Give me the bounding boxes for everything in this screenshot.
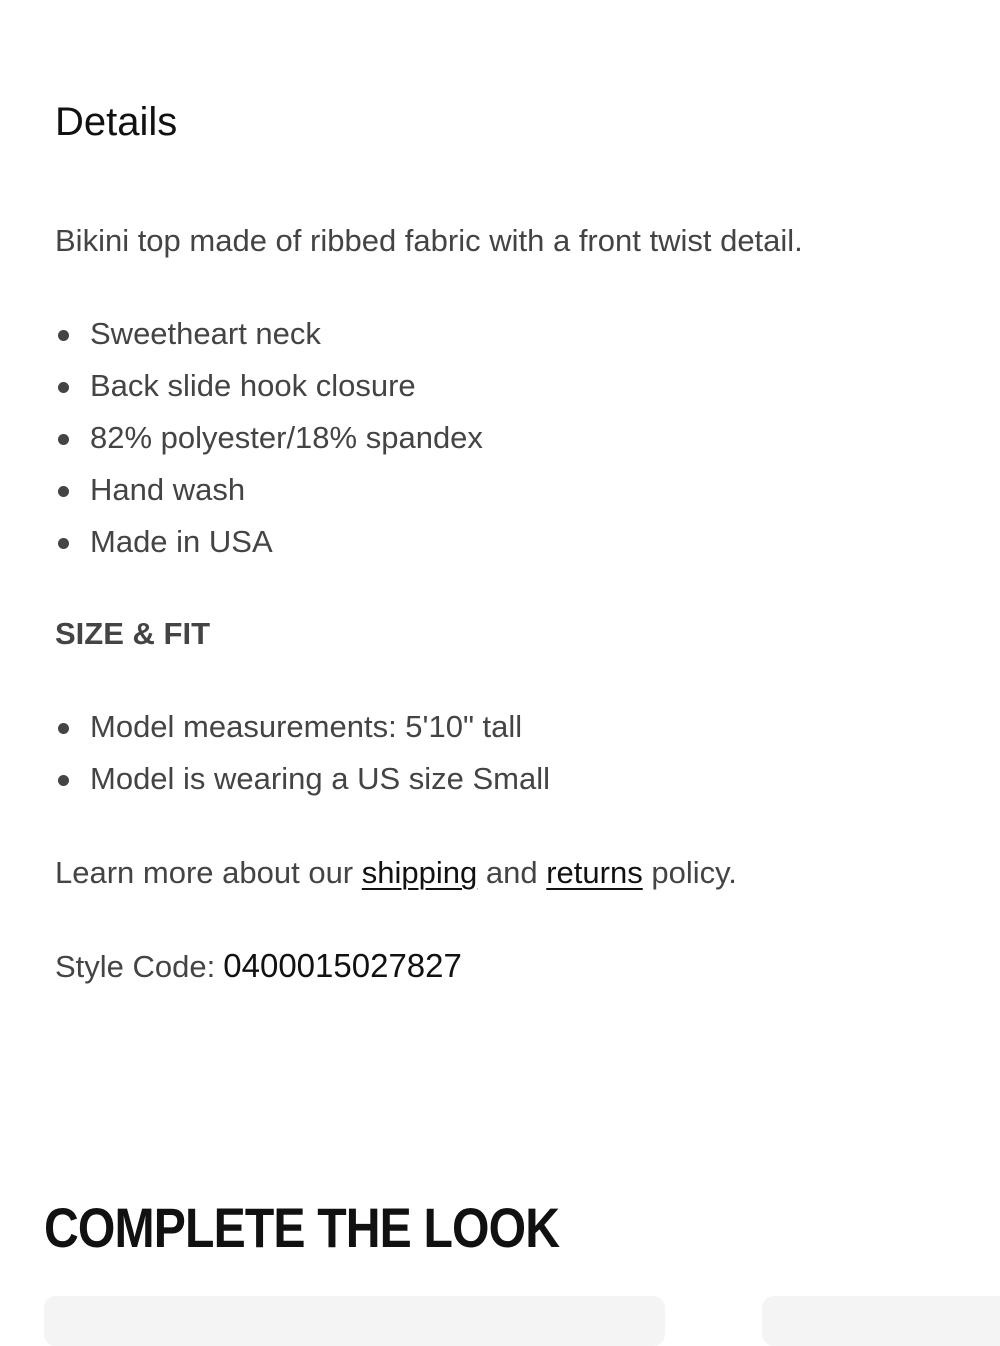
policy-middle: and <box>485 855 538 890</box>
feature-item: Made in USA <box>55 516 483 568</box>
product-card[interactable] <box>44 1296 665 1346</box>
style-code-value: 0400015027827 <box>223 947 462 984</box>
size-fit-list <box>55 701 550 805</box>
product-card[interactable] <box>762 1296 1000 1346</box>
policy-text <box>55 853 737 893</box>
size-fit-item: Model measurements: 5'10" tall <box>55 701 550 753</box>
details-title: Details <box>55 100 178 144</box>
size-fit-heading: SIZE & FIT <box>55 616 210 651</box>
size-fit-item: Model is wearing a US size Small <box>55 753 550 805</box>
product-description: Bikini top made of ribbed fabric with a front twist detail. <box>55 223 803 258</box>
feature-item: 82% polyester/18% spandex <box>55 412 483 464</box>
complete-the-look-heading: COMPLETE THE LOOK <box>44 1196 560 1259</box>
style-code <box>55 946 462 987</box>
returns-link[interactable]: returns <box>546 855 643 890</box>
policy-prefix: Learn more about our <box>55 855 354 890</box>
shipping-link[interactable]: shipping <box>361 855 478 890</box>
feature-item: Back slide hook closure <box>55 360 483 412</box>
feature-item: Hand wash <box>55 464 483 516</box>
policy-suffix: policy. <box>651 855 737 890</box>
style-code-label: Style Code: <box>55 949 216 984</box>
feature-list <box>55 308 483 568</box>
feature-item: Sweetheart neck <box>55 308 483 360</box>
